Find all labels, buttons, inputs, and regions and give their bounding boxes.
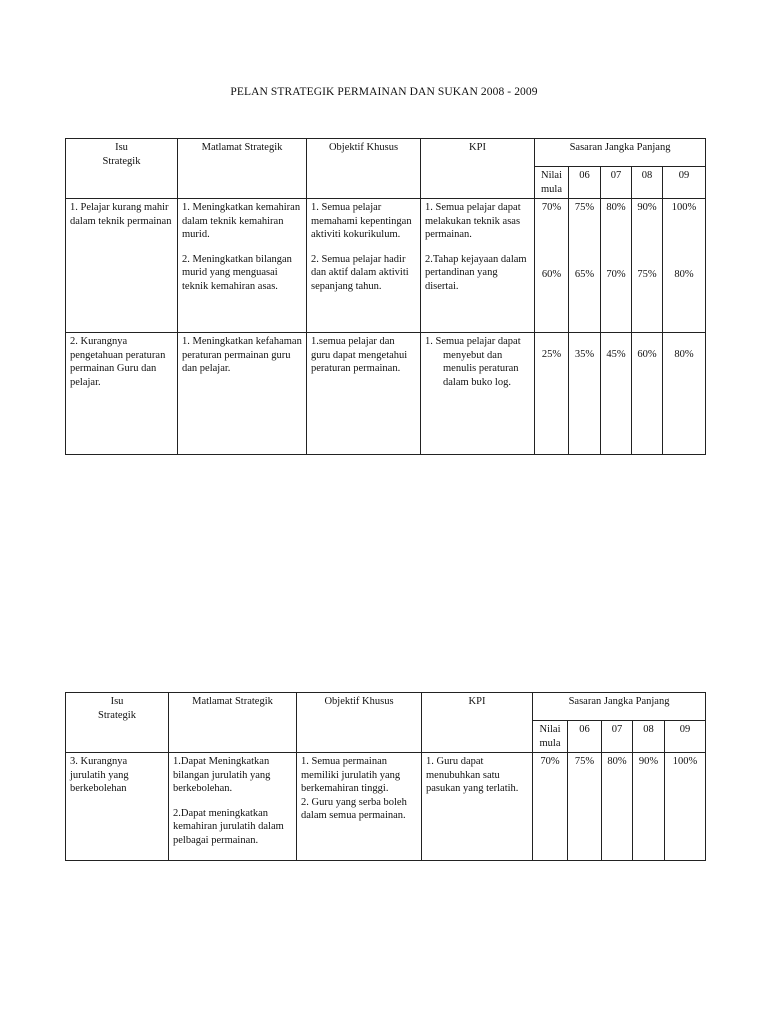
cell-06: 75%: [568, 753, 602, 861]
value: 80%: [674, 349, 694, 360]
header-kpi: KPI: [422, 693, 533, 753]
value: 80%: [606, 202, 626, 213]
kpi-item: 2.Tahap kejayaan dalam pertandinan yang disertai.: [425, 253, 527, 292]
table-row: [66, 333, 706, 455]
cell-07: [601, 199, 632, 333]
header-kpi: KPI: [421, 139, 535, 199]
cell-08: 90%: [633, 753, 665, 861]
value: 75%: [574, 202, 595, 213]
table-row: [66, 199, 706, 333]
cell-09: 100%: [665, 753, 706, 861]
value: 100%: [671, 202, 697, 213]
cell-isu: 3. Kurangnya jurulatih yang berkebolehan: [66, 753, 169, 861]
kpi-item: 1. Semua pelajar dapat menyebut dan menulis peraturan dalam buko log.: [425, 336, 521, 388]
header-objektif-khusus: Objektif Khusus: [297, 693, 422, 753]
cell-isu: 2. Kurangnya pengetahuan peraturan permainan Guru dan pelajar.: [66, 333, 178, 455]
strategic-plan-table-1: [65, 138, 706, 455]
cell-nilai-mula: [535, 333, 569, 455]
value: 35%: [574, 349, 595, 360]
cell-matlamat: 1. Meningkatkan kefahaman peraturan permainan guru dan pelajar.: [178, 333, 307, 455]
header-year-07: 07: [602, 721, 633, 753]
header-sasaran-jangka-panjang: Sasaran Jangka Panjang: [535, 139, 706, 167]
header-matlamat-strategik: Matlamat Strategik: [178, 139, 307, 199]
cell-kpi: [421, 333, 535, 455]
cell-08: [632, 199, 663, 333]
cell-matlamat: [178, 199, 307, 333]
header-objektif-khusus: Objektif Khusus: [307, 139, 421, 199]
value: 65%: [574, 268, 595, 280]
cell-08: [632, 333, 663, 455]
cell-07: 80%: [602, 753, 633, 861]
value: 60%: [541, 268, 562, 280]
header-sasaran-jangka-panjang: Sasaran Jangka Panjang: [533, 693, 706, 721]
cell-09: [663, 333, 706, 455]
header-year-06: 06: [569, 167, 601, 199]
value: 70%: [541, 202, 562, 213]
header-matlamat-strategik: Matlamat Strategik: [169, 693, 297, 753]
cell-nilai-mula: 70%: [533, 753, 568, 861]
cell-09: [663, 199, 706, 333]
header-isu-strategik: Isu Strategik: [66, 693, 169, 753]
header-year-06: 06: [568, 721, 602, 753]
cell-nilai-mula: [535, 199, 569, 333]
page-title: PELAN STRATEGIK PERMAINAN DAN SUKAN 2008 - 2009: [230, 86, 538, 98]
header-year-08: 08: [633, 721, 665, 753]
value: 80%: [674, 268, 694, 280]
header-year-09: 09: [665, 721, 706, 753]
header-row: [66, 139, 706, 167]
header-year-08: 08: [632, 167, 663, 199]
header-row: [66, 693, 706, 721]
value: 90%: [637, 202, 657, 213]
header-nilai-mula: Nilai mula: [535, 167, 569, 199]
header-isu-strategik: Isu Strategik: [66, 139, 178, 199]
value: 45%: [606, 349, 626, 360]
cell-kpi: [421, 199, 535, 333]
table-row: [66, 753, 706, 861]
strategic-plan-table-2: [65, 692, 706, 861]
matlamat-item: 1. Meningkatkan kemahiran dalam teknik kemahiran murid.: [182, 202, 301, 240]
cell-objektif: 1. Semua permainan memiliki jurulatih yang berkemahiran tinggi. 2. Guru yang serba boleh dalam semua permainan.: [297, 753, 422, 861]
header-year-09: 09: [663, 167, 706, 199]
header-nilai-mula: Nilai mula: [533, 721, 568, 753]
value: 75%: [637, 268, 657, 280]
kpi-item: 1. Semua pelajar dapat melakukan teknik asas permainan.: [425, 202, 521, 240]
cell-objektif: 1.semua pelajar dan guru dapat mengetahui peraturan permainan.: [307, 333, 421, 455]
cell-06: [569, 333, 601, 455]
cell-isu: 1. Pelajar kurang mahir dalam teknik permainan: [66, 199, 178, 333]
value: 60%: [637, 349, 657, 360]
cell-objektif: [307, 199, 421, 333]
cell-07: [601, 333, 632, 455]
objektif-item: 1. Semua pelajar memahami kepentingan aktiviti kokurikulum.: [311, 202, 412, 240]
value: 70%: [606, 268, 626, 280]
matlamat-item: 2. Meningkatkan bilangan murid yang menguasai teknik kemahiran asas.: [182, 253, 292, 292]
cell-matlamat: [169, 753, 297, 861]
cell-kpi: 1. Guru dapat menubuhkan satu pasukan yang terlatih.: [422, 753, 533, 861]
matlamat-item: 2.Dapat meningkatkan kemahiran jurulatih dalam pelbagai permainan.: [173, 807, 284, 846]
cell-06: [569, 199, 601, 333]
matlamat-item: 1.Dapat Meningkatkan bilangan jurulatih yang berkebolehan.: [173, 756, 271, 794]
value: 25%: [541, 349, 562, 360]
header-year-07: 07: [601, 167, 632, 199]
objektif-item: 2. Semua pelajar hadir dan aktif dalam aktiviti sepanjang tahun.: [311, 253, 409, 292]
